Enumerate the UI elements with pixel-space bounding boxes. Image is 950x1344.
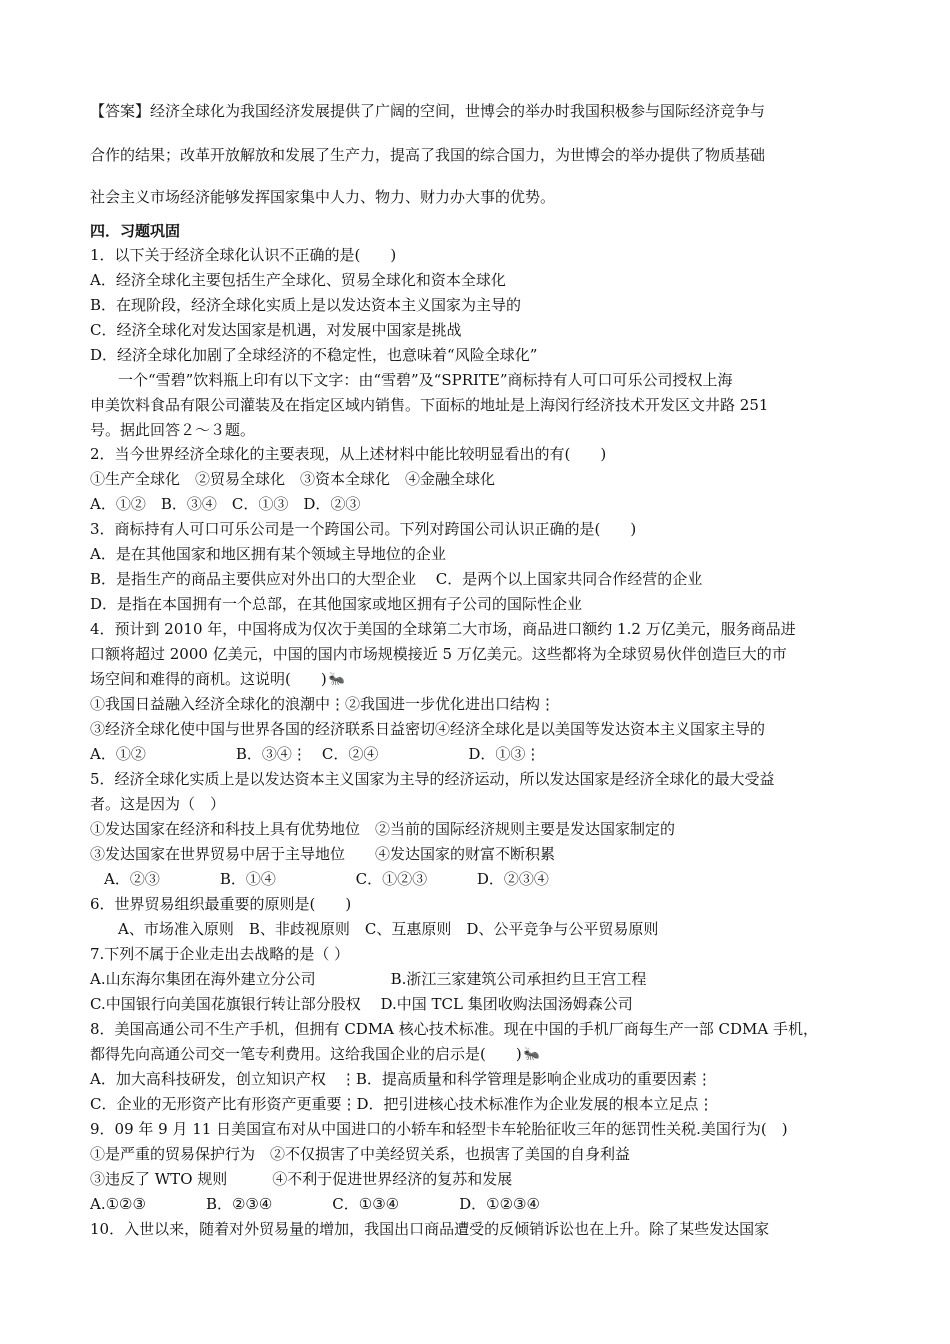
question-5-line-2: 者。这是因为（ ） (90, 795, 226, 813)
question-5-line-1: 5．经济全球化实质上是以发达资本主义国家为主导的经济运动，所以发达国家是经济全球化的最大受益 (90, 770, 775, 788)
q9-statements-2: ③违反了 WTO 规则 ④不利于促进世界经济的复苏和发展 (90, 1170, 513, 1188)
q3-option-a: A．是在其他国家和地区拥有某个领域主导地位的企业 (90, 545, 446, 563)
q1-option-b: B．在现阶段，经济全球化实质上是以发达资本主义国家为主导的 (90, 296, 522, 314)
question-4-line-3 (90, 669, 345, 690)
question-4-line-1: 4．预计到 2010 年，中国将成为仅次于美国的全球第二大市场，商品进口额约 1.2 万亿美元，服务商品进 (90, 620, 796, 638)
q4-options: A．①② B．③④⋮ C．②④ D．①③⋮ (90, 745, 541, 763)
section-title: 四．习题巩固 (90, 222, 181, 240)
question-6: 6．世界贸易组织最重要的原则是( ) (90, 895, 352, 913)
question-4-line-3-text: 场空间和难得的商机。这说明( ) (90, 670, 327, 688)
q8-options-ab: A．加大高科技研发，创立知识产权 ⋮B．提高质量和科学管理是影响企业成功的重要因素⋮ (90, 1070, 712, 1088)
question-1: 1．以下关于经济全球化认识不正确的是( ) (90, 246, 397, 264)
q1-option-c: C．经济全球化对发达国家是机遇，对发展中国家是挑战 (90, 321, 462, 339)
question-8-line-1: 8．美国高通公司不生产手机，但拥有 CDMA 核心技术标准。现在中国的手机厂商每生产一部 CDMA 手机， (90, 1020, 819, 1038)
q2-options: A．①② B．③④ C．①③ D．②③ (90, 495, 361, 513)
q5-statements-1: ①发达国家在经济和科技上具有优势地位 ②当前的国际经济规则主要是发达国家制定的 (90, 820, 676, 838)
q3-option-b-c: B．是指生产的商品主要供应对外出口的大型企业 C．是两个以上国家共同合作经营的企业 (90, 570, 703, 588)
question-9: 9．09 年 9 月 11 日美国宣布对从中国进口的小轿车和轻型卡车轮胎征收三年的惩罚性关税.美国行为( ) (90, 1120, 788, 1138)
question-8-line-2 (90, 1044, 540, 1065)
material-line-3: 号。据此回答２～３题。 (90, 421, 256, 439)
q7-options-cd: C.中国银行向美国花旗银行转让部分股权 D.中国 TCL 集团收购法国汤姆森公司 (90, 995, 633, 1013)
q4-statements-2: ③经济全球化使中国与世界各国的经济联系日益密切④经济全球化是以美国等发达资本主义国家主导的 (90, 720, 766, 738)
q5-options: A．②③ B．①④ C．①②③ D．②③④ (104, 870, 549, 888)
q7-options-ab: A.山东海尔集团在海外建立分公司 B.浙江三家建筑公司承担约旦王宫工程 (90, 970, 647, 988)
q9-statements-1: ①是严重的贸易保护行为 ②不仅损害了中美经贸关系，也损害了美国的自身利益 (90, 1145, 631, 1163)
material-line-1: 一个“雪碧”饮料瓶上印有以下文字：由“雪碧”及“SPRITE”商标持有人可口可乐公司授权上海 (118, 371, 733, 389)
q8-options-cd: C．企业的无形资产比有形资产更重要⋮D．把引进核心技术标准作为企业发展的根本立足点⋮ (90, 1095, 714, 1113)
answer-line-2: 合作的结果；改革开放解放和发展了生产力，提高了我国的综合国力，为世博会的举办提供了物质基础 (90, 146, 766, 164)
question-3: 3．商标持有人可口可乐公司是一个跨国公司。下列对跨国公司认识正确的是( ) (90, 520, 637, 538)
q5-statements-2: ③发达国家在世界贸易中居于主导地位 ④发达国家的财富不断积累 (90, 845, 556, 863)
answer-line-1: 【答案】经济全球化为我国经济发展提供了广阔的空间，世博会的举办时我国积极参与国际经济竞争与 (90, 102, 766, 120)
q1-option-a: A．经济全球化主要包括生产全球化、贸易全球化和资本全球化 (90, 271, 506, 289)
question-8-line-2-text: 都得先向高通公司交一笔专利费用。这给我国企业的启示是( ) (90, 1045, 522, 1063)
q3-option-d: D．是指在本国拥有一个总部，在其他国家或地区拥有子公司的国际性企业 (90, 595, 583, 613)
material-line-2: 申美饮料食品有限公司灌装及在指定区域内销售。下面标的地址是上海闵行经济技术开发区文井路 251 (90, 396, 769, 414)
q2-statements: ①生产全球化 ②贸易全球化 ③资本全球化 ④金融全球化 (90, 470, 496, 488)
question-4-line-2: 口额将超过 2000 亿美元，中国的国内市场规模接近 5 万亿美元。这些都将为全球贸易伙伴创造巨大的市 (90, 645, 787, 663)
question-10: 10．入世以来，随着对外贸易量的增加，我国出口商品遭受的反倾销诉讼也在上升。除了某些发达国家 (90, 1220, 770, 1238)
question-2: 2．当今世界经济全球化的主要表现，从上述材料中能比较明显看出的有( ) (90, 445, 607, 463)
q9-options: A.①②③ B．②③④ C．①③④ D．①②③④ (90, 1195, 540, 1213)
margin-mark-icon: 🐜 (328, 672, 345, 687)
q4-statements-1: ①我国日益融入经济全球化的浪潮中⋮②我国进一步优化进出口结构⋮ (90, 695, 556, 713)
q6-options: A、市场准入原则 B、非歧视原则 C、互惠原则 D、公平竞争与公平贸易原则 (118, 920, 659, 938)
answer-line-3: 社会主义市场经济能够发挥国家集中人力、物力、财力办大事的优势。 (90, 188, 556, 206)
question-7: 7.下列不属于企业走出去战略的是（ ） (90, 945, 350, 963)
q1-option-d: D．经济全球化加剧了全球经济的不稳定性，也意味着“风险全球化” (90, 346, 538, 364)
margin-mark-icon: 🐜 (523, 1047, 540, 1062)
